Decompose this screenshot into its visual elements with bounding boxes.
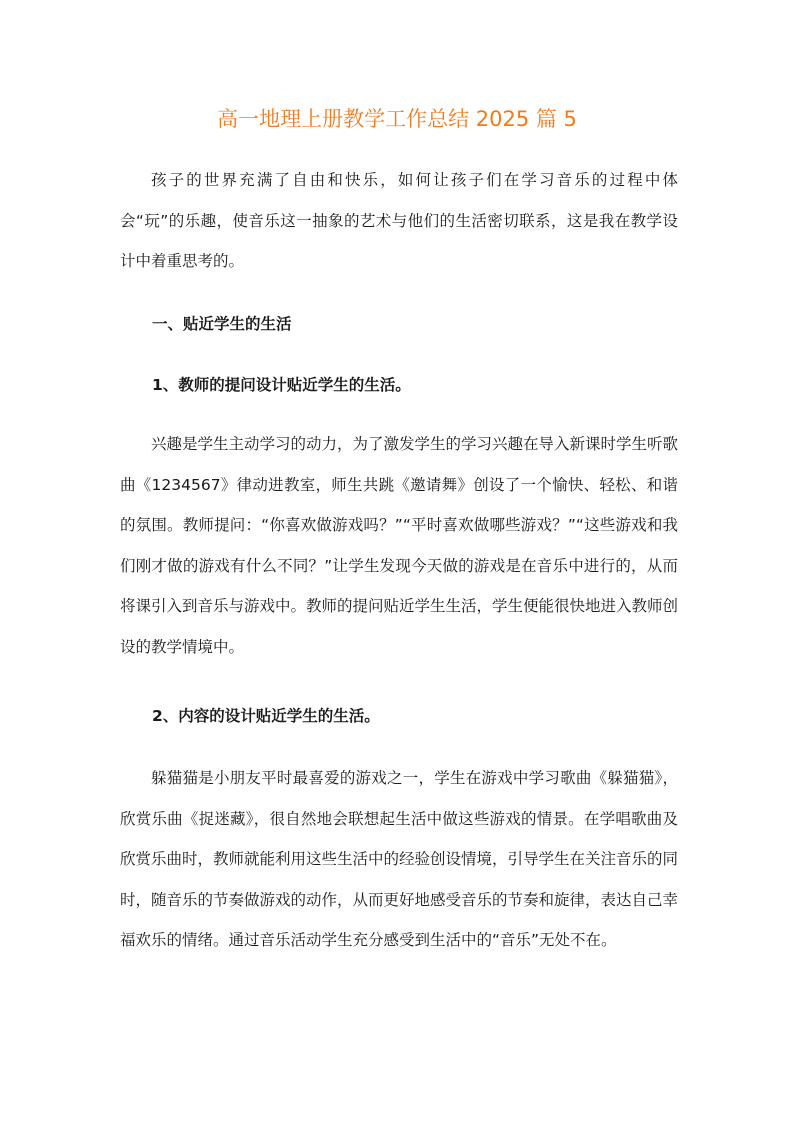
section-heading-1: 一、贴近学生的生活 — [152, 315, 292, 333]
intro-paragraph: 孩子的世界充满了自由和快乐，如何让孩子们在学习音乐的过程中体会“玩”的乐趣，使音乐这一抽象的艺术与他们的生活密切联系，这是我在教学设计中着重思考的。 — [120, 171, 678, 270]
document-title: 高一地理上册教学工作总结 2025 篇 5 — [217, 107, 577, 131]
paragraph-2: 躲猫猫是小朋友平时最喜爱的游戏之一，学生在游戏中学习歌曲《躲猫猫》，欣赏乐曲《捉迷藏》，很自然地会联想起生活中做这些游戏的情景。在学唱歌曲及欣赏乐曲时，教师就能利用这些生活中的经验创设情境，引导学生在关注音乐的同时，随音乐的节奏做游戏的动作，从而更好地感受音乐的节奏和旋律，表达自己幸福欢乐的情绪。通过音乐活动学生充分感受到生活中的“音乐”无处不在。 — [120, 769, 679, 949]
paragraph-1: 兴趣是学生主动学习的动力，为了激发学生的学习兴趣在导入新课时学生听歌曲《1234567》律动进教室，师生共跳《邀请舞》创设了一个愉快、轻松、和谐的氛围。教师提问：“你喜欢做游戏吗？”“平时喜欢做哪些游戏？”“这些游戏和我们刚才做的游戏有什么不同？”让学生发现今天做的游戏是在音乐中进行的，从而将课引入到音乐与游戏中。教师的提问贴近学生生活，学生便能很快地进入教师创设的教学情境中。 — [120, 435, 679, 656]
subheading-1: 1、教师的提问设计贴近学生的生活。 — [152, 376, 411, 394]
subheading-2: 2、内容的设计贴近学生的生活。 — [152, 707, 380, 725]
